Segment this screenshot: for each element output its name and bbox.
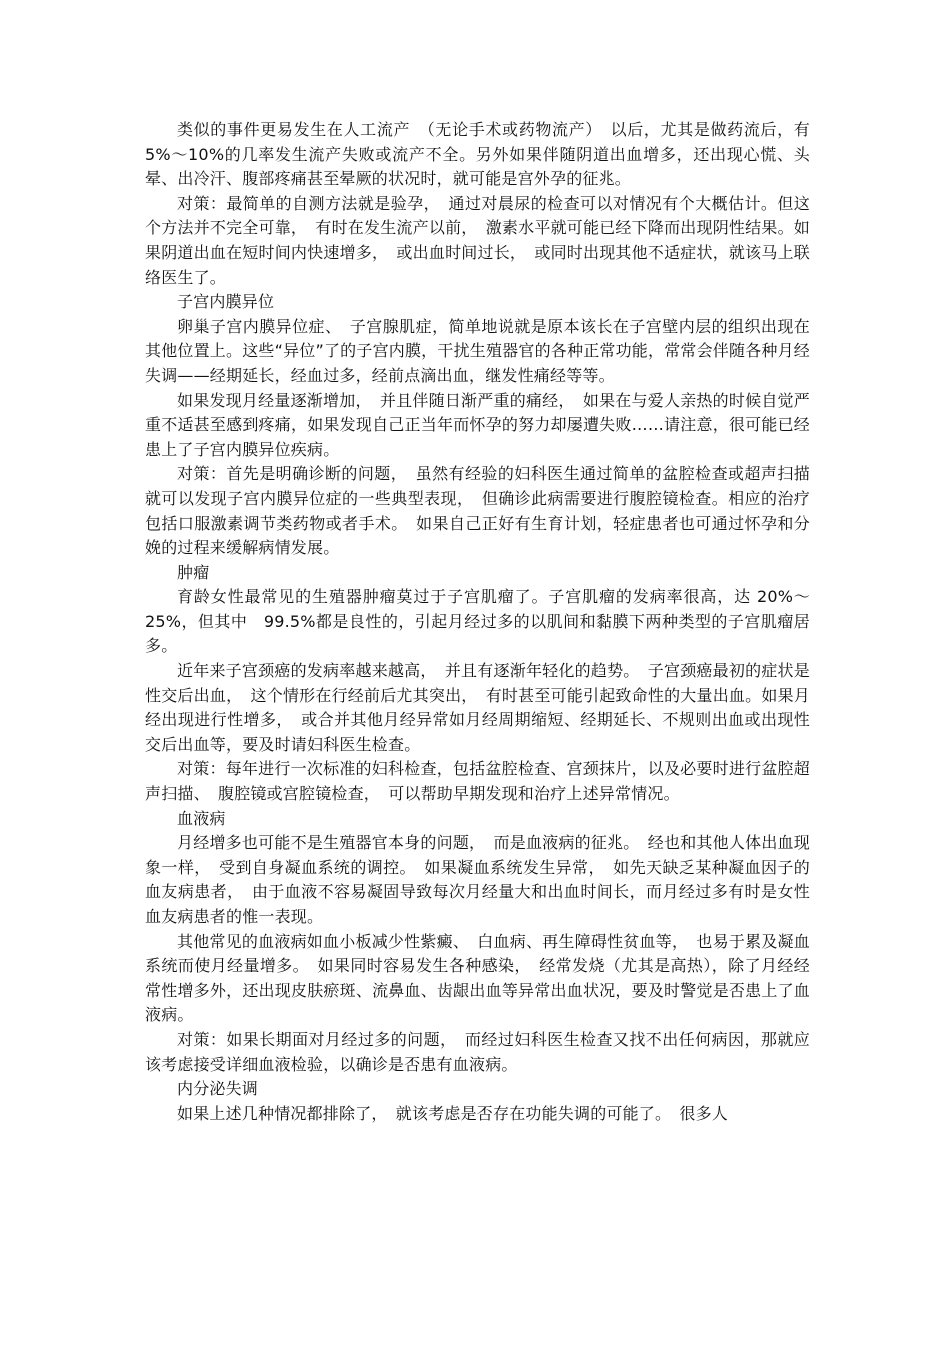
- paragraph-endocrine-intro: 如果上述几种情况都排除了， 就该考虑是否存在功能失调的可能了。 很多人: [177, 1103, 729, 1123]
- section-heading-tumor: 肿瘤: [177, 562, 210, 582]
- paragraph-other-blood-diseases: 其他常见的血液病如血小板减少性紫癜、 白血病、再生障碍性贫血等， 也易于累及凝血系统而使月经量增多。 如果同时容易发生各种感染， 经常发烧（尤其是高热），除了月经经常性增多外，还出现皮肤瘀斑、流鼻血、齿龈出血等异常出血状况，要及时警觉是否患上了血液病。: [145, 931, 810, 1025]
- paragraph-countermeasure-pregnancy-test: 对策：最简单的自测方法就是验孕， 通过对晨尿的检查可以对情况有个大概估计。但这个方法并不完全可靠， 有时在发生流产以前， 激素水平就可能已经下降而出现阴性结果。如果阴道出血在短时间内快速增多， 或出血时间过长， 或同时出现其他不适症状，就该马上联络医生了。: [145, 193, 810, 287]
- paragraph-countermeasure-blood-test: 对策：如果长期面对月经过多的问题， 而经过妇科医生检查又找不出任何病因，那就应该考虑接受详细血液检验，以确诊是否患有血液病。: [145, 1029, 810, 1074]
- paragraph-abortion-risk: 类似的事件更易发生在人工流产 （无论手术或药物流产） 以后，尤其是做药流后，有 5%～10%的几率发生流产失败或流产不全。另外如果伴随阴道出血增多，还出现心慌、头晕、出冷汗、腹部疼痛甚至晕厥的状况时，就可能是宫外孕的征兆。: [145, 120, 827, 189]
- section-heading-endocrine: 内分泌失调: [177, 1079, 259, 1099]
- paragraph-endometriosis-symptoms: 如果发现月经量逐渐增加， 并且伴随日渐严重的痛经， 如果在与爱人亲热的时候自觉严重不适甚至感到疼痛，如果发现自己正当年而怀孕的努力却屡遭失败……请注意，很可能已经患上了子宫内膜异位疾病。: [145, 390, 810, 459]
- paragraph-uterine-fibroids: 育龄女性最常见的生殖器肿瘤莫过于子宫肌瘤了。子宫肌瘤的发病率很高，达 20%～25%，但其中 99.5%都是良性的，引起月经过多的以肌间和黏膜下两种类型的子宫肌瘤居多。: [145, 587, 810, 656]
- paragraph-countermeasure-exam: 对策：每年进行一次标准的妇科检查，包括盆腔检查、宫颈抹片，以及必要时进行盆腔超声扫描、 腹腔镜或宫腔镜检查， 可以帮助早期发现和治疗上述异常情况。: [145, 759, 810, 804]
- paragraph-cervical-cancer: 近年来子宫颈癌的发病率越来越高， 并且有逐渐年轻化的趋势。 子宫颈癌最初的症状是性交后出血， 这个情形在行经前后尤其突出， 有时甚至可能引起致命性的大量出血。如果月经出现进行性增多， 或合并其他月经异常如月经周期缩短、经期延长、不规则出血或出现性交后出血等，要及时请妇科医生检查。: [145, 661, 810, 754]
- paragraph-blood-disease-intro: 月经增多也可能不是生殖器官本身的问题， 而是血液病的征兆。 经也和其他人体出血现象一样， 受到自身凝血系统的调控。 如果凝血系统发生异常， 如先天缺乏某种凝血因子的血友病患者， 由于血液不容易凝固导致每次月经量大和出血时间长，而月经过多有时是女性血友病患者的惟一表现。: [145, 833, 810, 926]
- document-body: [145, 118, 827, 1126]
- paragraph-countermeasure-endometriosis: 对策：首先是明确诊断的问题， 虽然有经验的妇科医生通过简单的盆腔检查或超声扫描就可以发现子宫内膜异位症的一些典型表现， 但确诊此病需要进行腹腔镜检查。相应的治疗包括口服激素调节类药物或者手术。 如果自己正好有生育计划，轻症患者也可通过怀孕和分娩的过程来缓解病情发展。: [145, 464, 810, 558]
- section-heading-blood-disease: 血液病: [177, 808, 226, 828]
- paragraph-endometriosis-definition: 卵巢子宫内膜异位症、 子宫腺肌症，简单地说就是原本该长在子宫壁内层的组织出现在其他位置上。这些“异位”了的子宫内膜，干扰生殖器官的各种正常功能，常常会伴随各种月经失调——经期延长，经血过多，经前点滴出血，继发性痛经等等。: [145, 316, 810, 385]
- section-heading-endometriosis: 子宫内膜异位: [177, 292, 275, 312]
